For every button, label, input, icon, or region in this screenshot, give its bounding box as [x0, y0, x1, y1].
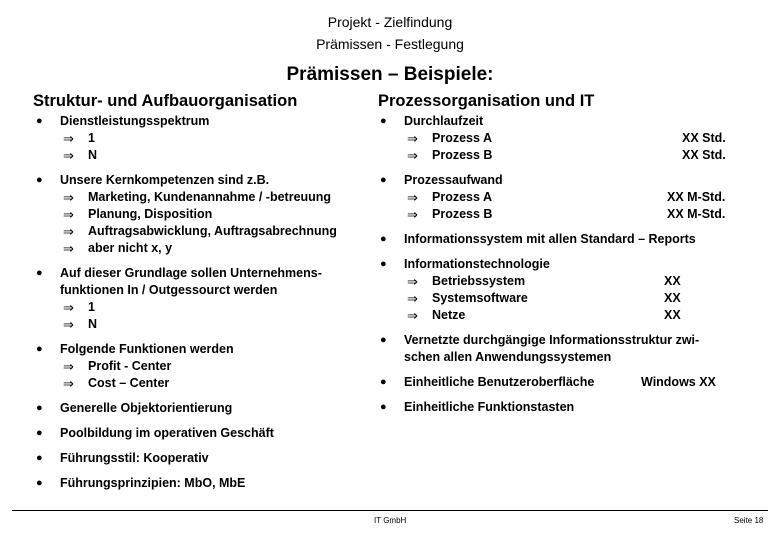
bullet-text: Führungsprinzipien: MbO, MbE [60, 476, 246, 490]
sub-item [404, 307, 748, 324]
bullet-icon: ● [380, 233, 387, 245]
sub-list [378, 189, 748, 223]
bullet-item [34, 425, 374, 442]
right-column-heading: Prozessorganisation und IT [378, 92, 595, 110]
sub-item [404, 206, 748, 223]
bullet-item [378, 172, 748, 189]
implies-arrow-icon: ⇒ [407, 131, 418, 146]
bullet-icon: ● [36, 115, 43, 127]
bullet-text: Generelle Objektorientierung [60, 401, 233, 415]
sub-item [404, 130, 748, 147]
implies-arrow-icon: ⇒ [407, 274, 418, 289]
bullet-item [34, 265, 374, 299]
implies-arrow-icon: ⇒ [407, 308, 418, 323]
sub-list [378, 130, 748, 164]
sub-item [60, 240, 374, 257]
sub-item-value: XX [664, 308, 681, 322]
sub-list [34, 189, 374, 257]
bullet-text: Einheitliche Benutzeroberfläche [404, 375, 595, 389]
bullet-icon: ● [36, 174, 43, 186]
implies-arrow-icon: ⇒ [63, 241, 74, 256]
sub-item-label: Betriebssystem [432, 274, 526, 288]
implies-arrow-icon: ⇒ [407, 291, 418, 306]
bullet-text: Einheitliche Funktionstasten [404, 400, 575, 414]
sub-item [60, 130, 374, 147]
bullet-text: Folgende Funktionen werden [60, 342, 234, 356]
bullet-text: Führungsstil: Kooperativ [60, 451, 209, 465]
bullet-value: Windows XX [641, 375, 716, 389]
bullet-icon: ● [380, 258, 387, 270]
sub-item [60, 223, 374, 240]
bullet-text-cont: schen allen Anwendungssystemen [404, 350, 612, 364]
sub-item-label: Prozess A [432, 131, 492, 145]
bullet-icon: ● [36, 267, 43, 279]
sub-item [404, 273, 748, 290]
sub-item-value: XX M-Std. [667, 190, 726, 204]
header-line-2: Prämissen - Festlegung [316, 36, 464, 52]
sub-item [60, 147, 374, 164]
sub-item-text: 1 [88, 131, 95, 145]
sub-item-value: XX Std. [682, 131, 726, 145]
footer-page-number: Seite 18 [734, 516, 764, 525]
bullet-icon: ● [36, 452, 43, 464]
header-line-1: Projekt - Zielfindung [327, 14, 453, 30]
sub-item-text: Cost – Center [88, 376, 170, 390]
implies-arrow-icon: ⇒ [63, 359, 74, 374]
bullet-item [378, 374, 748, 391]
bullet-icon: ● [380, 115, 387, 127]
bullet-text: Informationssystem mit allen Standard – Reports [404, 232, 696, 246]
sub-item-value: XX Std. [682, 148, 726, 162]
sub-list [34, 130, 374, 164]
sub-item [60, 316, 374, 333]
bullet-item [378, 113, 748, 130]
implies-arrow-icon: ⇒ [63, 148, 74, 163]
implies-arrow-icon: ⇒ [63, 131, 74, 146]
bullet-text: Unsere Kernkompetenzen sind z.B. [60, 173, 270, 187]
footer-company: IT GmbH [374, 516, 407, 525]
sub-item-label: Prozess A [432, 190, 492, 204]
sub-item-label: Prozess B [432, 148, 493, 162]
bullet-item [34, 172, 374, 189]
sub-item-value: XX [664, 274, 681, 288]
bullet-icon: ● [380, 401, 387, 413]
sub-item-label: Netze [432, 308, 466, 322]
sub-item-text: 1 [88, 300, 95, 314]
implies-arrow-icon: ⇒ [63, 300, 74, 315]
bullet-text: Informationstechnologie [404, 257, 550, 271]
bullet-text-cont: funktionen In / Outgessourct werden [60, 283, 278, 297]
left-column-heading: Struktur- und Aufbauorganisation [33, 92, 298, 110]
sub-item [404, 290, 748, 307]
implies-arrow-icon: ⇒ [63, 317, 74, 332]
bullet-item [378, 332, 748, 366]
bullet-text: Auf dieser Grundlage sollen Unternehmens- [60, 266, 322, 280]
implies-arrow-icon: ⇒ [63, 376, 74, 391]
bullet-item [34, 113, 374, 130]
bullet-icon: ● [36, 402, 43, 414]
sub-item-text: aber nicht x, y [88, 241, 173, 255]
implies-arrow-icon: ⇒ [63, 224, 74, 239]
bullet-text: Dienstleistungsspektrum [60, 114, 210, 128]
sub-item [60, 375, 374, 392]
page-title: Prämissen – Beispiele: [286, 64, 494, 85]
sub-item-label: Systemsoftware [432, 291, 528, 305]
sub-item-text: N [88, 148, 98, 162]
sub-item-text: Profit - Center [88, 359, 172, 373]
sub-item [60, 189, 374, 206]
sub-item-text: Auftragsabwicklung, Auftragsabrechnung [88, 224, 337, 238]
sub-item-text: Planung, Disposition [88, 207, 213, 221]
bullet-text: Durchlaufzeit [404, 114, 484, 128]
bullet-text: Poolbildung im operativen Geschäft [60, 426, 274, 440]
bullet-icon: ● [36, 427, 43, 439]
implies-arrow-icon: ⇒ [63, 207, 74, 222]
bullet-icon: ● [380, 334, 387, 346]
sub-item [404, 189, 748, 206]
implies-arrow-icon: ⇒ [63, 190, 74, 205]
left-column [34, 113, 374, 492]
implies-arrow-icon: ⇒ [407, 207, 418, 222]
bullet-item [34, 450, 374, 467]
bullet-item [34, 475, 374, 492]
sub-item [60, 206, 374, 223]
sub-item [404, 147, 748, 164]
footer-divider [12, 510, 768, 511]
sub-list [378, 273, 748, 324]
bullet-item [378, 256, 748, 273]
right-column [378, 113, 748, 416]
sub-item-label: Prozess B [432, 207, 493, 221]
bullet-icon: ● [36, 343, 43, 355]
bullet-icon: ● [380, 174, 387, 186]
sub-item-text: N [88, 317, 98, 331]
sub-list [34, 358, 374, 392]
implies-arrow-icon: ⇒ [407, 148, 418, 163]
sub-item [60, 299, 374, 316]
bullet-item [34, 400, 374, 417]
bullet-item [378, 399, 748, 416]
bullet-item [34, 341, 374, 358]
bullet-item [378, 231, 748, 248]
sub-item-text: Marketing, Kundenannahme / -betreuung [88, 190, 332, 204]
sub-list [34, 299, 374, 333]
bullet-text: Vernetzte durchgängige Informationsstruktur zwi- [404, 333, 700, 347]
sub-item-value: XX M-Std. [667, 207, 726, 221]
bullet-text: Prozessaufwand [404, 173, 503, 187]
bullet-icon: ● [380, 376, 387, 388]
implies-arrow-icon: ⇒ [407, 190, 418, 205]
sub-item [60, 358, 374, 375]
sub-item-value: XX [664, 291, 681, 305]
bullet-icon: ● [36, 477, 43, 489]
